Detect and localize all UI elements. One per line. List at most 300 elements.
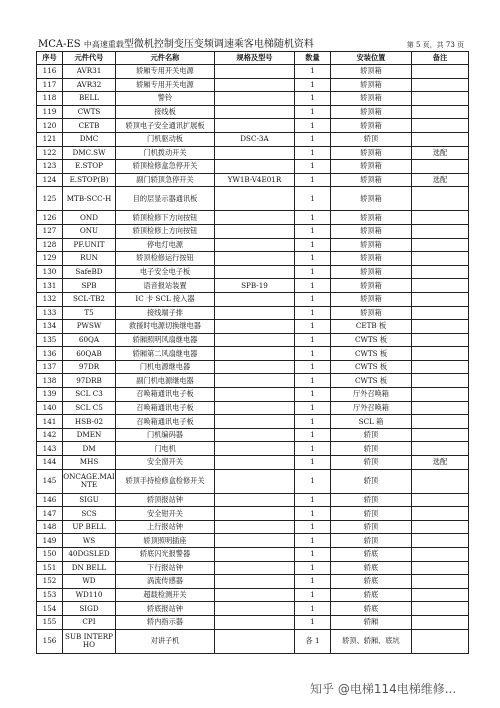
cell-spec — [215, 456, 295, 470]
cell-location: 轿厢 — [331, 615, 412, 629]
cell-index: 138 — [37, 374, 63, 388]
cell-remark: 选配 — [412, 456, 469, 470]
cell-qty: 1 — [295, 238, 331, 252]
cell-location: 轿顶箱 — [331, 211, 412, 225]
cell-location: 轿顶箱 — [331, 173, 412, 187]
cell-name: 安全钳开关 — [116, 507, 215, 521]
cell-index: 132 — [37, 292, 63, 306]
title-small: 中高速重载 — [83, 40, 124, 49]
cell-qty: 1 — [295, 469, 331, 493]
cell-name: 召唤箱通讯电子板 — [116, 415, 215, 429]
cell-index: 130 — [37, 265, 63, 279]
cell-spec — [215, 469, 295, 493]
cell-spec — [215, 534, 295, 548]
cell-index: 152 — [37, 575, 63, 589]
cell-spec — [215, 292, 295, 306]
cell-location: CWTS 板 — [331, 347, 412, 361]
cell-remark — [412, 561, 469, 575]
col-header-code: 元件代号 — [63, 52, 116, 65]
cell-spec — [215, 265, 295, 279]
cell-name: 轿内指示器 — [116, 615, 215, 629]
cell-index: 143 — [37, 442, 63, 456]
table-row — [37, 493, 469, 507]
cell-code: DMC — [63, 132, 116, 146]
cell-location: 轿顶箱 — [331, 238, 412, 252]
cell-remark — [412, 132, 469, 146]
cell-remark — [412, 575, 469, 589]
cell-location: 轿顶箱 — [331, 160, 412, 174]
cell-spec — [215, 211, 295, 225]
cell-spec — [215, 520, 295, 534]
cell-remark — [412, 279, 469, 293]
col-header-spec: 规格及型号 — [215, 52, 295, 65]
cell-name: 轿顶检修盒急停开关 — [116, 160, 215, 174]
table-row — [37, 333, 469, 347]
cell-name: 救援时电源切换继电器 — [116, 320, 215, 334]
table-row — [37, 615, 469, 629]
table-row — [37, 534, 469, 548]
cell-remark — [412, 534, 469, 548]
cell-code: SCL C5 — [63, 401, 116, 415]
document-title — [38, 35, 314, 50]
cell-spec: DSC-3A — [215, 132, 295, 146]
cell-code: SCS — [63, 507, 116, 521]
cell-code: ONU — [63, 224, 116, 238]
cell-remark — [412, 507, 469, 521]
cell-name: 召唤箱通讯电子板 — [116, 401, 215, 415]
cell-name: 门机拨动开关 — [116, 146, 215, 160]
cell-code: 97DRB — [63, 374, 116, 388]
cell-index: 126 — [37, 211, 63, 225]
cell-qty: 1 — [295, 374, 331, 388]
cell-remark — [412, 629, 469, 653]
cell-remark — [412, 615, 469, 629]
cell-remark — [412, 442, 469, 456]
cell-spec — [215, 347, 295, 361]
cell-name: 副门机电源继电器 — [116, 374, 215, 388]
table-row — [37, 469, 469, 493]
cell-name: 轿厢专用开关电源 — [116, 78, 215, 92]
cell-location: 轿顶箱 — [331, 78, 412, 92]
cell-location: 轿顶箱 — [331, 292, 412, 306]
cell-qty: 1 — [295, 493, 331, 507]
cell-code: SIGD — [63, 602, 116, 616]
cell-qty: 1 — [295, 415, 331, 429]
cell-remark: 选配 — [412, 146, 469, 160]
cell-remark — [412, 333, 469, 347]
cell-name: 语音报站装置 — [116, 279, 215, 293]
cell-location: 轿底 — [331, 548, 412, 562]
table-row — [37, 211, 469, 225]
cell-qty: 1 — [295, 575, 331, 589]
cell-name: 下行报站钟 — [116, 561, 215, 575]
cell-remark — [412, 265, 469, 279]
cell-remark — [412, 78, 469, 92]
cell-name: 上行报站钟 — [116, 520, 215, 534]
cell-code: DM — [63, 442, 116, 456]
cell-remark — [412, 548, 469, 562]
cell-spec — [215, 415, 295, 429]
table-row — [37, 428, 469, 442]
cell-index: 140 — [37, 401, 63, 415]
cell-spec — [215, 374, 295, 388]
cell-index: 156 — [37, 629, 63, 653]
cell-location: CWTS 板 — [331, 374, 412, 388]
cell-remark: 选配 — [412, 173, 469, 187]
table-row — [37, 173, 469, 187]
cell-spec — [215, 224, 295, 238]
cell-index: 128 — [37, 238, 63, 252]
cell-name: 目的层显示器通讯板 — [116, 187, 215, 211]
cell-remark — [412, 401, 469, 415]
table-row — [37, 561, 469, 575]
cell-name: 安全窗开关 — [116, 456, 215, 470]
table-body — [37, 65, 469, 654]
table-row — [37, 187, 469, 211]
cell-qty: 1 — [295, 360, 331, 374]
cell-qty: 1 — [295, 401, 331, 415]
cell-remark — [412, 252, 469, 266]
cell-spec — [215, 388, 295, 402]
cell-location: CETB 板 — [331, 320, 412, 334]
cell-spec — [215, 187, 295, 211]
cell-remark — [412, 238, 469, 252]
page-header — [36, 37, 468, 52]
cell-name: 轿底报站钟 — [116, 602, 215, 616]
cell-qty: 1 — [295, 602, 331, 616]
cell-spec — [215, 146, 295, 160]
cell-index: 147 — [37, 507, 63, 521]
cell-qty: 1 — [295, 442, 331, 456]
cell-remark — [412, 428, 469, 442]
table-row — [37, 105, 469, 119]
cell-remark — [412, 602, 469, 616]
cell-name: 门电机 — [116, 442, 215, 456]
col-header-remark: 备注 — [412, 52, 469, 65]
cell-spec — [215, 602, 295, 616]
cell-spec — [215, 252, 295, 266]
cell-qty: 1 — [295, 548, 331, 562]
cell-location: 轿顶箱 — [331, 92, 412, 106]
cell-index: 121 — [37, 132, 63, 146]
cell-code: CETB — [63, 119, 116, 133]
cell-code: WD — [63, 575, 116, 589]
cell-name: 警铃 — [116, 92, 215, 106]
cell-code: PWSW — [63, 320, 116, 334]
cell-qty: 1 — [295, 146, 331, 160]
cell-index: 155 — [37, 615, 63, 629]
cell-name: 轿顶检修下方向按钮 — [116, 211, 215, 225]
cell-qty: 1 — [295, 561, 331, 575]
cell-name: 轿底闪光报警器 — [116, 548, 215, 562]
table-row — [37, 347, 469, 361]
cell-code: T5 — [63, 306, 116, 320]
cell-index: 146 — [37, 493, 63, 507]
cell-remark — [412, 469, 469, 493]
cell-index: 133 — [37, 306, 63, 320]
cell-code: SafeBD — [63, 265, 116, 279]
cell-location: 轿顶 — [331, 442, 412, 456]
cell-location: 厅外召唤箱 — [331, 401, 412, 415]
cell-index: 134 — [37, 320, 63, 334]
cell-location: 轿顶箱 — [331, 119, 412, 133]
component-table — [36, 51, 469, 654]
cell-remark — [412, 119, 469, 133]
title-main: MCA-ES — [38, 39, 84, 50]
table-row — [37, 320, 469, 334]
cell-code: 40DGSLED — [63, 548, 116, 562]
cell-index: 150 — [37, 548, 63, 562]
cell-index: 124 — [37, 173, 63, 187]
table-row — [37, 507, 469, 521]
table-row — [37, 602, 469, 616]
cell-spec — [215, 442, 295, 456]
cell-spec — [215, 306, 295, 320]
table-row — [37, 415, 469, 429]
col-header-qty: 数量 — [295, 52, 331, 65]
cell-code: AVR32 — [63, 78, 116, 92]
cell-index: 129 — [37, 252, 63, 266]
cell-index: 123 — [37, 160, 63, 174]
table-row — [37, 456, 469, 470]
cell-index: 151 — [37, 561, 63, 575]
cell-index: 145 — [37, 469, 63, 493]
cell-code: DN BELL — [63, 561, 116, 575]
cell-name: 接线板 — [116, 105, 215, 119]
cell-index: 136 — [37, 347, 63, 361]
cell-qty: 1 — [295, 224, 331, 238]
cell-code: E.STOP — [63, 160, 116, 174]
cell-qty: 1 — [295, 65, 331, 79]
table-row — [37, 78, 469, 92]
cell-spec — [215, 629, 295, 653]
cell-remark — [412, 292, 469, 306]
cell-spec — [215, 119, 295, 133]
table-row — [37, 265, 469, 279]
cell-name: IC 卡 SCL 接入器 — [116, 292, 215, 306]
cell-index: 139 — [37, 388, 63, 402]
cell-spec — [215, 238, 295, 252]
cell-location: 轿顶箱 — [331, 146, 412, 160]
table-row — [37, 629, 469, 653]
cell-location: 轿顶箱 — [331, 252, 412, 266]
cell-index: 148 — [37, 520, 63, 534]
cell-qty: 各 1 — [295, 629, 331, 653]
cell-spec — [215, 493, 295, 507]
table-row — [37, 548, 469, 562]
cell-index: 120 — [37, 119, 63, 133]
cell-code: OND — [63, 211, 116, 225]
cell-remark — [412, 374, 469, 388]
cell-name: 召唤箱通讯电子板 — [116, 388, 215, 402]
cell-spec — [215, 588, 295, 602]
cell-qty: 1 — [295, 173, 331, 187]
cell-qty: 1 — [295, 507, 331, 521]
cell-remark — [412, 65, 469, 79]
cell-remark — [412, 320, 469, 334]
cell-code: RUN — [63, 252, 116, 266]
watermark: 知乎 @电梯114电梯维修... — [310, 682, 457, 696]
cell-name: 门机编码器 — [116, 428, 215, 442]
cell-qty: 1 — [295, 252, 331, 266]
cell-qty: 1 — [295, 132, 331, 146]
cell-code: AVR31 — [63, 65, 116, 79]
cell-qty: 1 — [295, 119, 331, 133]
cell-index: 149 — [37, 534, 63, 548]
cell-spec — [215, 78, 295, 92]
cell-location: 轿顶箱 — [331, 279, 412, 293]
cell-qty: 1 — [295, 105, 331, 119]
cell-remark — [412, 306, 469, 320]
cell-qty: 1 — [295, 265, 331, 279]
cell-location: 轿底 — [331, 588, 412, 602]
col-header-name: 元件名称 — [116, 52, 215, 65]
cell-location: 轿顶箱 — [331, 306, 412, 320]
cell-code: DMC.SW — [63, 146, 116, 160]
cell-code: 60QAB — [63, 347, 116, 361]
cell-qty: 1 — [295, 615, 331, 629]
table-row — [37, 279, 469, 293]
cell-name: 轿厢照明风扇继电器 — [116, 333, 215, 347]
cell-code: SUB INTERPHO — [63, 629, 116, 653]
cell-code: PF.UNIT — [63, 238, 116, 252]
cell-qty: 1 — [295, 292, 331, 306]
table-row — [37, 132, 469, 146]
cell-remark — [412, 493, 469, 507]
table-row — [37, 119, 469, 133]
table-row — [37, 588, 469, 602]
cell-code: E.STOP(B) — [63, 173, 116, 187]
cell-qty: 1 — [295, 456, 331, 470]
cell-code: MHS — [63, 456, 116, 470]
cell-index: 125 — [37, 187, 63, 211]
cell-name: 轿厢第二风扇继电器 — [116, 347, 215, 361]
cell-location: 轿顶 — [331, 520, 412, 534]
table-row — [37, 442, 469, 456]
cell-qty: 1 — [295, 347, 331, 361]
cell-remark — [412, 160, 469, 174]
table-row — [37, 238, 469, 252]
cell-name: 电子安全电子板 — [116, 265, 215, 279]
col-header-location: 安装位置 — [331, 52, 412, 65]
cell-name: 门机驱动板 — [116, 132, 215, 146]
cell-remark — [412, 588, 469, 602]
cell-code: DMEN — [63, 428, 116, 442]
cell-name: 轿顶检修运行按钮 — [116, 252, 215, 266]
cell-code: SIGU — [63, 493, 116, 507]
cell-index: 117 — [37, 78, 63, 92]
cell-location: 轿顶 — [331, 493, 412, 507]
cell-index: 127 — [37, 224, 63, 238]
cell-spec — [215, 360, 295, 374]
cell-code: 97DR — [63, 360, 116, 374]
cell-name: 超载检测开关 — [116, 588, 215, 602]
cell-spec — [215, 575, 295, 589]
cell-spec — [215, 65, 295, 79]
cell-location: 轿顶 — [331, 534, 412, 548]
col-header-index: 序号 — [37, 52, 63, 65]
cell-qty: 1 — [295, 211, 331, 225]
cell-location: 厅外召唤箱 — [331, 388, 412, 402]
cell-index: 119 — [37, 105, 63, 119]
cell-qty: 1 — [295, 160, 331, 174]
cell-location: 轿底 — [331, 602, 412, 616]
cell-spec — [215, 561, 295, 575]
cell-spec — [215, 333, 295, 347]
table-row — [37, 360, 469, 374]
cell-index: 153 — [37, 588, 63, 602]
cell-location: 轿顶箱 — [331, 187, 412, 211]
cell-location: SCL 箱 — [331, 415, 412, 429]
cell-qty: 1 — [295, 534, 331, 548]
cell-name: 轿顶电子安全通讯扩展板 — [116, 119, 215, 133]
cell-remark — [412, 105, 469, 119]
cell-name: 停电灯电源 — [116, 238, 215, 252]
cell-qty: 1 — [295, 78, 331, 92]
cell-code: SCL-TB2 — [63, 292, 116, 306]
cell-location: CWTS 板 — [331, 333, 412, 347]
cell-remark — [412, 224, 469, 238]
table-header-row — [37, 52, 469, 65]
cell-index: 137 — [37, 360, 63, 374]
table-row — [37, 160, 469, 174]
cell-remark — [412, 388, 469, 402]
cell-index: 118 — [37, 92, 63, 106]
cell-qty: 1 — [295, 388, 331, 402]
cell-spec — [215, 160, 295, 174]
cell-name: 门机电源继电器 — [116, 360, 215, 374]
cell-index: 135 — [37, 333, 63, 347]
table-row — [37, 224, 469, 238]
cell-code: 60QA — [63, 333, 116, 347]
cell-remark — [412, 520, 469, 534]
cell-code: WS — [63, 534, 116, 548]
cell-name: 轿厢专用开关电源 — [116, 65, 215, 79]
cell-location: 轿顶、轿厢、底坑 — [331, 629, 412, 653]
cell-index: 141 — [37, 415, 63, 429]
cell-name: 轿顶报站钟 — [116, 493, 215, 507]
cell-qty: 1 — [295, 92, 331, 106]
cell-spec — [215, 401, 295, 415]
cell-location: 轿顶 — [331, 428, 412, 442]
table-row — [37, 520, 469, 534]
cell-code: HSB-02 — [63, 415, 116, 429]
table-row — [37, 306, 469, 320]
cell-location: 轿顶 — [331, 132, 412, 146]
cell-name: 副门轿顶急停开关 — [116, 173, 215, 187]
cell-location: 轿顶 — [331, 456, 412, 470]
cell-index: 142 — [37, 428, 63, 442]
table-row — [37, 146, 469, 160]
cell-spec — [215, 615, 295, 629]
cell-code: SCL C3 — [63, 388, 116, 402]
cell-name: 对讲子机 — [116, 629, 215, 653]
cell-spec — [215, 428, 295, 442]
cell-location: 轿顶 — [331, 507, 412, 521]
table-row — [37, 374, 469, 388]
cell-qty: 1 — [295, 306, 331, 320]
cell-code: ONCAGE.MAINTE — [63, 469, 116, 493]
cell-location: CWTS 板 — [331, 360, 412, 374]
cell-location: 轿顶箱 — [331, 65, 412, 79]
table-row — [37, 292, 469, 306]
cell-location: 轿顶 — [331, 469, 412, 493]
table-row — [37, 401, 469, 415]
table-row — [37, 575, 469, 589]
table-row — [37, 92, 469, 106]
table-row — [37, 65, 469, 79]
cell-location: 轿顶箱 — [331, 224, 412, 238]
